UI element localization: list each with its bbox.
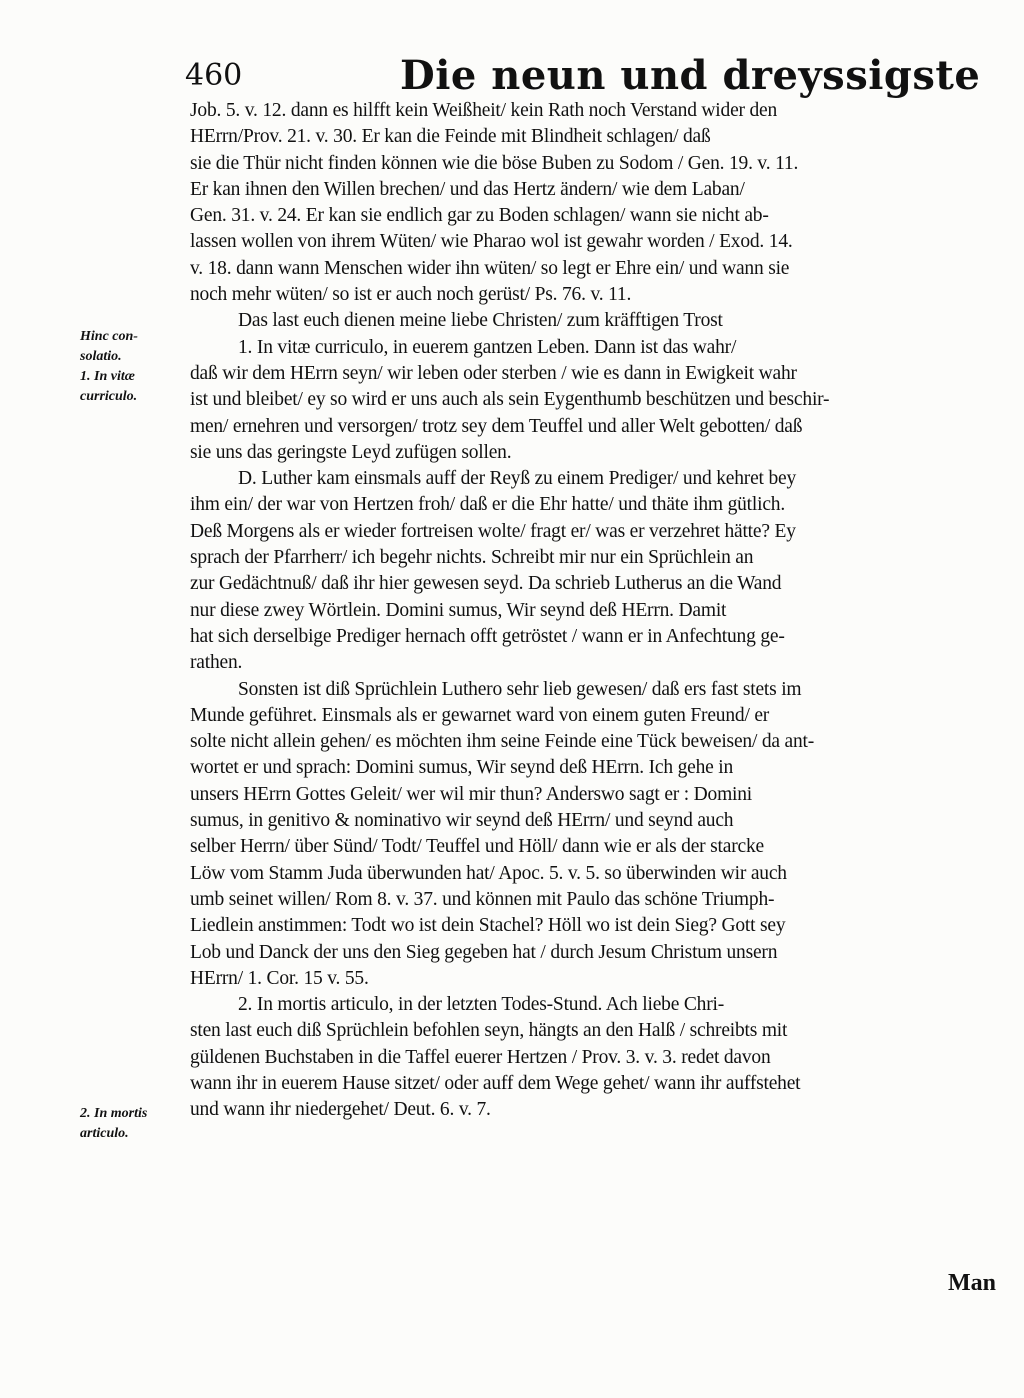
text-line: Löw vom Stamm Juda überwunden hat/ Apoc. 5. v. 5. so überwinden wir auch (190, 862, 787, 884)
body-text (190, 98, 1000, 1124)
running-title: Die neun und dreyssigste (400, 52, 981, 99)
margin-line: curriculo. (80, 389, 138, 404)
text-line: güldenen Buchstaben in die Taffel euerer Hertzen / Prov. 3. v. 3. redet davon (190, 1046, 771, 1068)
text-line: lassen wollen von ihrem Wüten/ wie Pharao wol ist gewahr worden / Exod. 14. (190, 231, 793, 253)
margin-note-consolation (80, 327, 190, 407)
text-line: Munde geführet. Einsmals als er gewarnet ward von einem guten Freund/ er (190, 704, 770, 726)
text-line: men/ ernehren und versorgen/ trotz sey dem Teuffel und aller Welt gebotten/ daß (190, 415, 803, 437)
text-line: sie uns das geringste Leyd zufügen sollen. (190, 441, 512, 463)
catchword: Man (948, 1270, 996, 1296)
text-line: Er kan ihnen den Willen brechen/ und das Hertz ändern/ wie dem Laban/ (190, 178, 745, 200)
text-line: Liedlein anstimmen: Todt wo ist dein Stachel? Höll wo ist dein Sieg? Gott sey (190, 915, 786, 937)
text-line: Sonsten ist diß Sprüchlein Luthero sehr lieb gewesen/ daß ers fast stets im (238, 678, 802, 700)
margin-line: 1. In vitæ (80, 369, 135, 384)
page-number: 460 (185, 58, 243, 93)
text-line: Deß Morgens als er wieder fortreisen wolte/ fragt er/ was er verzehret hätte? Ey (190, 520, 796, 542)
text-line: sumus, in genitivo & nominativo wir seynd deß HErrn/ und seynd auch (190, 810, 734, 832)
text-line: rathen. (190, 652, 243, 674)
text-line: ist und bleibet/ ey so wird er uns auch als sein Eygenthumb beschützen und beschir- (190, 389, 830, 411)
margin-line: articulo. (80, 1126, 129, 1141)
text-line: Job. 5. v. 12. dann es hilfft kein Weißheit/ kein Rath noch Verstand wider den (190, 100, 778, 121)
margin-line: solatio. (80, 349, 122, 364)
text-line: hat sich derselbige Prediger hernach offt getröstet / wann er in Anfechtung ge- (190, 625, 785, 647)
text-line: unsers HErrn Gottes Geleit/ wer wil mir thun? Anderswo sagt er : Domini (190, 783, 753, 805)
text-line: umb seinet willen/ Rom 8. v. 37. und können mit Paulo das schöne Triumph- (190, 888, 775, 910)
text-line: 2. In mortis articulo, in der letzten Todes-Stund. Ach liebe Chri- (238, 994, 725, 1016)
text-line: sie die Thür nicht finden können wie die böse Buben zu Sodom / Gen. 19. v. 11. (190, 152, 799, 174)
text-line: daß wir dem HErrn seyn/ wir leben oder sterben / wie es dann in Ewigkeit wahr (190, 362, 797, 384)
text-line: zur Gedächtnuß/ daß ihr hier gewesen seyd. Da schrieb Lutherus an die Wand (190, 573, 782, 595)
text-line: HErrn/Prov. 21. v. 30. Er kan die Feinde mit Blindheit schlagen/ daß (190, 126, 711, 148)
text-line: noch mehr wüten/ so ist er auch noch gerüst/ Ps. 76. v. 11. (190, 284, 632, 306)
text-line: sten last euch diß Sprüchlein befohlen seyn, hängts an den Halß / schreibts mit (190, 1020, 788, 1042)
text-line: sprach der Pfarrherr/ ich begehr nichts. Schreibt mir nur ein Sprüchlein an (190, 547, 754, 569)
text-line: nur diese zwey Wörtlein. Domini sumus, Wir seynd deß HErrn. Damit (190, 599, 727, 621)
margin-line: Hinc con- (80, 329, 138, 344)
text-line: wortet er und sprach: Domini sumus, Wir seynd deß HErrn. Ich gehe in (190, 757, 734, 779)
text-line: 1. In vitæ curriculo, in euerem gantzen Leben. Dann ist das wahr/ (238, 336, 737, 358)
text-line: D. Luther kam einsmals auff der Reyß zu einem Prediger/ und kehret bey (238, 468, 797, 490)
margin-line: 2. In mortis (80, 1106, 148, 1121)
text-line: HErrn/ 1. Cor. 15 v. 55. (190, 967, 369, 989)
text-line: selber Herrn/ über Sünd/ Todt/ Teuffel und Höll/ dann wie er als der starcke (190, 836, 764, 858)
margin-note-mortis (80, 1104, 190, 1144)
text-line: v. 18. dann wann Menschen wider ihn wüten/ so legt er Ehre ein/ und wann sie (190, 257, 790, 279)
text-line: solte nicht allein gehen/ es möchten ihm seine Feinde eine Tück beweisen/ da ant- (190, 731, 815, 753)
text-line: Das last euch dienen meine liebe Christen/ zum kräfftigen Trost (238, 310, 723, 332)
text-line: ihm ein/ der war von Hertzen froh/ daß er die Ehr hatte/ und thäte ihm gütlich. (190, 494, 786, 516)
text-line: Lob und Danck der uns den Sieg gegeben hat / durch Jesum Christum unsern (190, 941, 778, 963)
text-line: und wann ihr niedergehet/ Deut. 6. v. 7. (190, 1099, 491, 1121)
page-header (185, 52, 1005, 99)
text-line: wann ihr in euerem Hause sitzet/ oder auff dem Wege gehet/ wann ihr auffstehet (190, 1072, 801, 1094)
text-line: Gen. 31. v. 24. Er kan sie endlich gar zu Boden schlagen/ wann sie nicht ab- (190, 205, 769, 227)
